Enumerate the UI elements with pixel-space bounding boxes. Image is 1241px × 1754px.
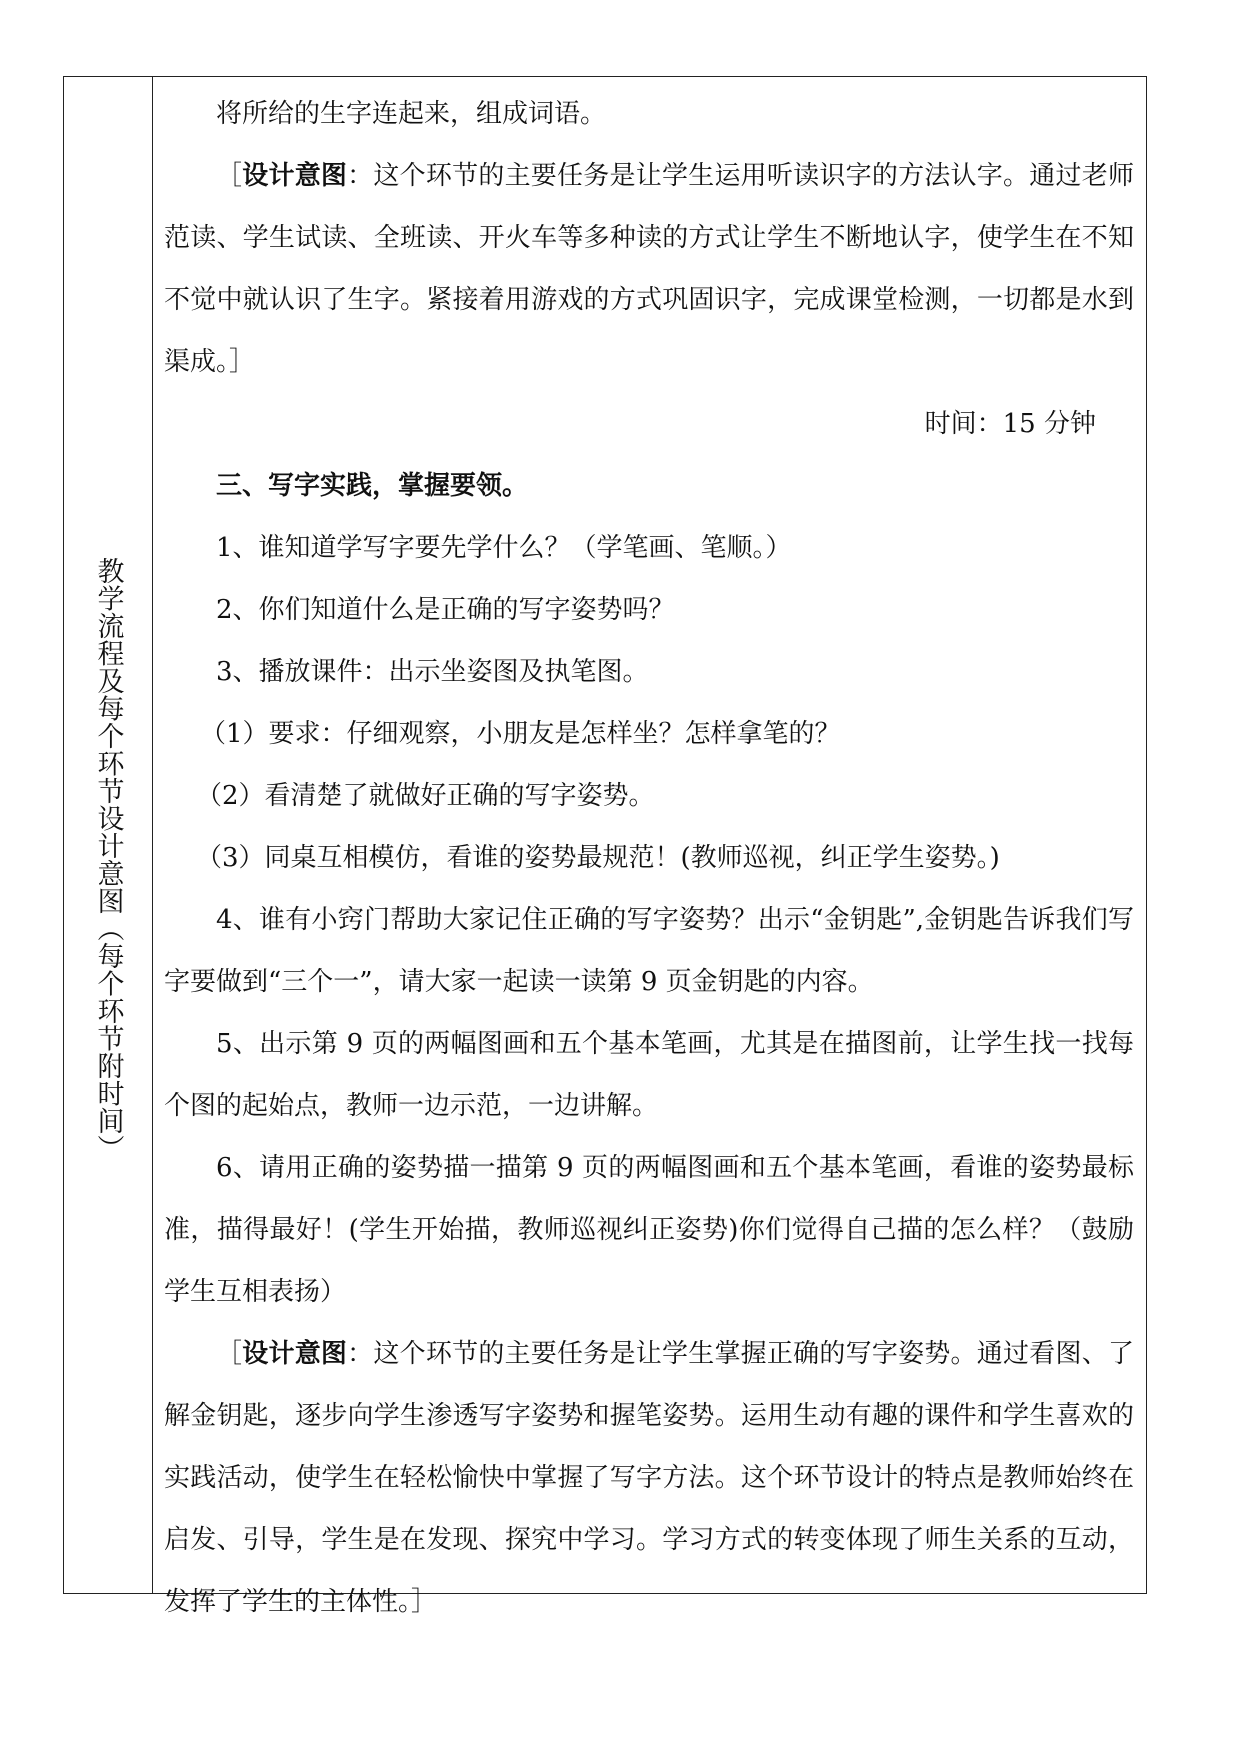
list-item: （3）同桌互相模仿，看谁的姿势最规范！(教师巡视，纠正学生姿势。) [196, 843, 1000, 873]
time-note: 时间：15 分钟 [924, 409, 1096, 439]
design-intent-text: 这个环节的主要任务是让学生运用听读识字的方法认字。通过老师范读、学生试读、全班读、开火车等多种读的方式让学生不断地认字，使学生在不知不觉中就认识了生字。紧接着用游戏的方式巩固识字，完成课堂检测，一切都是水到渠成。］ [164, 161, 1134, 377]
label-colon: ： [347, 1339, 374, 1369]
list-item: 1、谁知道学写字要先学什么？（学笔画、笔顺。） [216, 533, 792, 563]
list-item: （1）要求：仔细观察，小朋友是怎样坐？怎样拿笔的？ [200, 719, 841, 749]
bracket-open: ［ [216, 1339, 243, 1369]
section-title: 三、写字实践，掌握要领。 [216, 471, 529, 501]
bracket-open: ［ [216, 161, 243, 191]
list-item: 4、谁有小窍门帮助大家记住正确的写字姿势？出示“金钥匙”,金钥匙告诉我们写字要做到“三个一”，请大家一起读一读第 9 页金钥匙的内容。 [164, 905, 1134, 997]
list-item: 6、请用正确的姿势描一描第 9 页的两幅图画和五个基本笔画，看谁的姿势最标准，描得最好！(学生开始描，教师巡视纠正姿势)你们觉得自己描的怎么样？（鼓励学生互相表扬） [164, 1153, 1134, 1307]
flow-label: 教学流程及每个环节设计意图（每个环节附时间） [92, 557, 124, 1162]
label-colon: ： [347, 161, 374, 191]
design-intent-1 [164, 145, 1134, 393]
design-intent-label: 设计意图 [242, 1339, 348, 1369]
lesson-table [63, 76, 1147, 1617]
left-label-cell [64, 77, 152, 1593]
content-cell [164, 77, 1134, 1633]
list-item: 5、出示第 9 页的两幅图画和五个基本笔画，尤其是在描图前，让学生找一找每个图的起始点，教师一边示范，一边讲解。 [164, 1029, 1134, 1121]
paragraph-connect-words: 将所给的生字连起来，组成词语。 [216, 99, 607, 129]
column-divider [152, 77, 153, 1593]
list-item: 3、播放课件：出示坐姿图及执笔图。 [216, 657, 649, 687]
list-item: （2）看清楚了就做好正确的写字姿势。 [196, 781, 655, 811]
list-item: 2、你们知道什么是正确的写字姿势吗？ [216, 595, 675, 625]
design-intent-label: 设计意图 [242, 161, 348, 191]
design-intent-2 [164, 1323, 1134, 1633]
design-intent-text: 这个环节的主要任务是让学生掌握正确的写字姿势。通过看图、了解金钥匙，逐步向学生渗透写字姿势和握笔姿势。运用生动有趣的课件和学生喜欢的实践活动，使学生在轻松愉快中掌握了写字方法。这个环节设计的特点是教师始终在启发、引导，学生是在发现、探究中学习。学习方式的转变体现了师生关系的互动，发挥了学生的主体性。］ [164, 1339, 1134, 1617]
